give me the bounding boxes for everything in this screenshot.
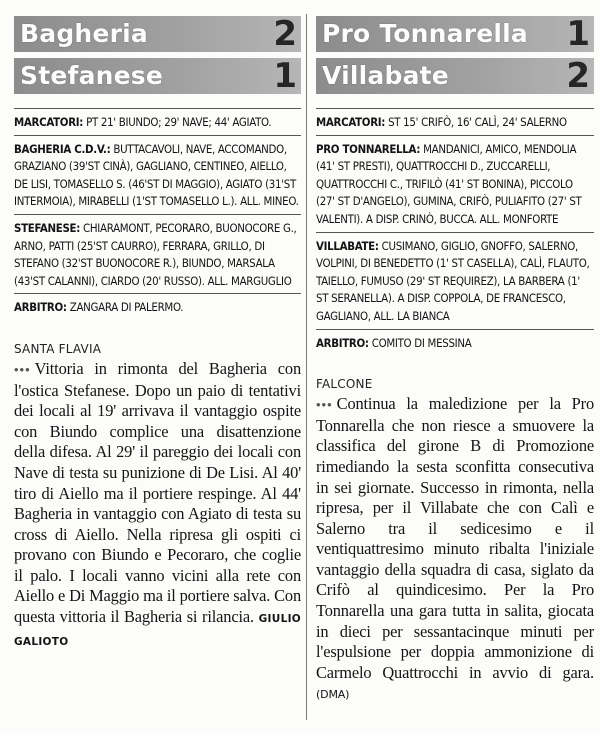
away-lineup — [14, 214, 301, 293]
article-body — [14, 359, 301, 652]
referee — [316, 329, 594, 356]
scorers — [316, 108, 594, 135]
away-team-name: Villabate — [322, 61, 449, 90]
home-lineup-text: MANDANICI, AMICO, MENDOLIA (41' ST PRESTI), QUATTROCCHI D., ZUCCARELLI, QUATTROCCHI C., TRIFILÒ (41' ST BONINA), PICCOLO (27' ST D'ANGELO), GUMINA, CRIFÒ, PULIAFITO (27' ST VALENTI). A DISP. CRINÒ, BUCCA. ALL. MONFORTE — [316, 141, 582, 226]
away-lineup — [316, 232, 594, 329]
home-team-score: 2 — [273, 14, 297, 54]
referee-text: COMITO DI MESSINA — [371, 335, 472, 350]
referee-text: ZANGARA DI PALERMO. — [69, 300, 184, 315]
referee-label: ARBITRO: — [316, 335, 369, 350]
home-lineup-label: PRO TONNARELLA: — [316, 141, 421, 156]
scorers-label: MARCATORI: — [316, 115, 386, 129]
article-location: SANTA FLAVIA — [14, 341, 102, 356]
away-team-bar — [14, 58, 301, 94]
home-team-bar — [316, 16, 594, 52]
home-lineup — [316, 135, 594, 232]
away-team-score: 2 — [566, 56, 590, 96]
referee-label: ARBITRO: — [14, 300, 67, 315]
away-lineup-label: VILLABATE: — [316, 238, 379, 253]
scorers-text: PT 21' BIUNDO; 29' NAVE; 44' AGIATO. — [86, 115, 272, 129]
article-signature: (DMA) — [316, 688, 350, 702]
away-team-score: 1 — [273, 56, 297, 96]
match-report-pro-tonnarella — [316, 16, 594, 706]
away-lineup-label: STEFANESE: — [14, 220, 81, 235]
home-lineup-label: BAGHERIA C.D.V.: — [14, 141, 111, 156]
home-team-bar — [14, 16, 301, 52]
home-team-name: Pro Tonnarella — [322, 19, 528, 48]
scorers — [14, 108, 301, 135]
home-lineup — [14, 135, 301, 214]
article-body — [316, 394, 594, 706]
article-location: FALCONE — [316, 377, 373, 392]
article-signature: GIULIO GALIOTO — [14, 613, 301, 648]
scorers-label: MARCATORI: — [14, 115, 84, 129]
referee — [14, 293, 301, 320]
column-divider — [306, 14, 307, 720]
away-team-name: Stefanese — [20, 61, 164, 90]
article-text: Vittoria in rimonta del Bagheria con l'ostica Stefanese. Dopo un paio di tentativi dei locali al 19' arrivava il vantaggio ospite con Biundo complice una disattenzione della difesa. Al 29' il pareggio dei locali con Nave di testa su punizione di De Lisi. Al 40' tiro di Aiello ma il portiere respinge. Al 44' Bagheria in vantaggio con Agiato di testa su cross di Aiello. Nella ripresa gli ospiti ci provano con Biundo e Pecoraro, che coglie il palo. I locali vanno vicini alla rete con Aiello e Di Maggio ma il portiere salva. Con questa vittoria il Bagheria si rilancia. — [14, 358, 301, 627]
match-report-bagheria — [14, 16, 301, 652]
away-lineup-text: CHIARAMONT, PECORARO, BUONOCORE G., ARNO, PATTI (25'ST CAURRO), FERRARA, GRILLO, DI STEFANO (32'ST BUONOCORE R.), BIUNDO, MARSALA (43'ST CALANNI), CIARDO (20' RUSSO). ALL. MARGUGLIO — [14, 220, 297, 288]
away-lineup-text: CUSIMANO, GIGLIO, GNOFFO, SALERNO, VOLPINI, DI BENEDETTO (1' ST CASELLA), CALÌ, FLAUTO, TAIELLO, FUMUSO (29' ST REQUIREZ), LA BARBERA (1' ST SERANELLA). A DISP. COPPOLA, DE FRANCESCO, GAGLIANO, ALL. LA BIANCA — [316, 238, 590, 323]
home-team-name: Bagheria — [20, 19, 148, 48]
bullet-dots: ••• — [14, 361, 31, 377]
home-lineup-text: BUTTACAVOLI, NAVE, ACCOMANDO, GRAZIANO (39'ST CINÀ), GAGLIANO, CENTINEO, AIELLO, DE LISI, TOMASELLO S. (46'ST DI MAGGIO), AGIATO (31'ST INTERMOIA), MIRABELLI (1'ST TOMASELLO L.). ALL. MINEO. — [14, 141, 299, 209]
away-team-bar — [316, 58, 594, 94]
bullet-dots: ••• — [316, 397, 333, 413]
article-text: Continua la maledizione per la Pro Tonnarella che non riesce a smuovere la classifica del girone B di Promozione rimediando la sesta sconfitta consecutiva in sei giornate. Successo in rimonta, nella ripresa, per il Villabate che con Calì e Salerno tra il sedicesimo e il ventiquattresimo minuto ribalta l'iniziale vantaggio della squadra di casa, siglato da Crifò al quindicesimo. Per la Pro Tonnarella una gara tutta in salita, giocata in dieci per sessantacinque minuti per l'espulsione per doppia ammonizione di Carmelo Quattrocchi in avvio di gara. — [316, 394, 594, 682]
scorers-text: ST 15' CRIFÒ, 16' CALÌ, 24' SALERNO — [388, 115, 567, 129]
home-team-score: 1 — [566, 14, 590, 54]
